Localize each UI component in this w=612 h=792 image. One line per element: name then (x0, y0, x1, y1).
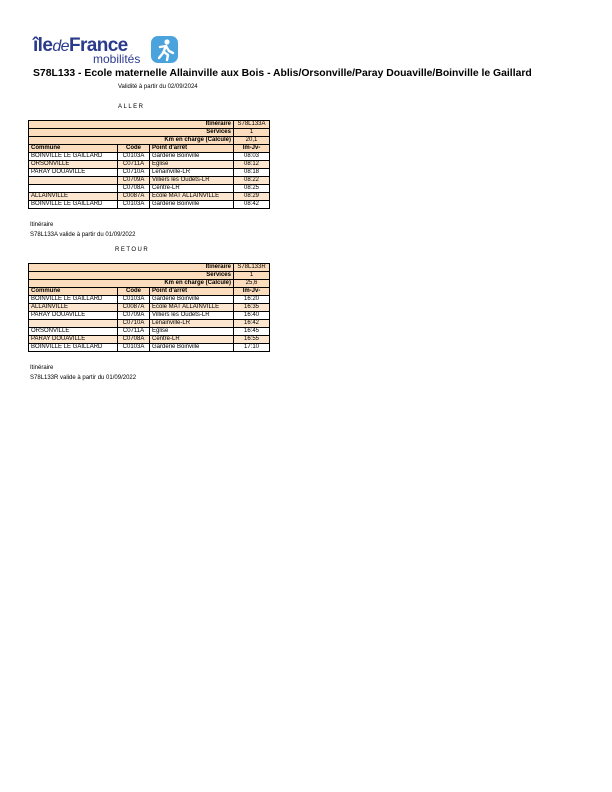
time-cell: 08:03 (234, 153, 270, 161)
stop-name-cell: Centre-LR (150, 336, 234, 344)
stop-code-cell: C0103A (118, 296, 150, 304)
column-header: Commune (29, 288, 118, 296)
idf-mobilites-logo (33, 36, 183, 68)
info-value: 25,6 (234, 280, 270, 288)
stop-code-cell: C0709A (118, 177, 150, 185)
time-cell: 08:18 (234, 169, 270, 177)
column-header-row (29, 145, 270, 153)
stop-name-cell: Ecole MAT ALLAINVILLE (150, 193, 234, 201)
time-cell: 16:45 (234, 328, 270, 336)
stop-name-cell: Eglise (150, 328, 234, 336)
commune-cell: ORSONVILLE (29, 161, 118, 169)
stop-code-cell: C0710A (118, 169, 150, 177)
commune-cell (29, 177, 118, 185)
time-cell: 17:10 (234, 344, 270, 352)
stop-name-cell: Ecole MAT ALLAINVILLE (150, 304, 234, 312)
table-row (29, 320, 270, 328)
stop-code-cell: C0708A (118, 185, 150, 193)
commune-cell (29, 320, 118, 328)
walking-person-icon (151, 36, 178, 63)
table-row (29, 344, 270, 352)
time-cell: 16:35 (234, 304, 270, 312)
stop-name-cell: Garderie Boinville (150, 296, 234, 304)
direction-label-retour: RETOUR (115, 247, 150, 253)
time-cell: 08:12 (234, 161, 270, 169)
info-label: Km en charge (Calculé) (29, 137, 234, 145)
table-row (29, 201, 270, 209)
itinerary-note-heading: Itinéraire (30, 365, 54, 371)
stop-name-cell: Villiers les Oudets-LR (150, 177, 234, 185)
info-label: Services (29, 129, 234, 137)
info-value: S78L133R (234, 264, 270, 272)
stop-name-cell: Eglise (150, 161, 234, 169)
stop-name-cell: Garderie Boinville (150, 153, 234, 161)
column-header: lm-Jv- (234, 145, 270, 153)
column-header: Point d'arrêt (150, 288, 234, 296)
stop-name-cell: Lenainville-LR (150, 320, 234, 328)
table-row (29, 193, 270, 201)
itinerary-note-text: S78L133R valide à partir du 01/09/2022 (30, 375, 137, 381)
column-header-row (29, 288, 270, 296)
time-cell: 08:29 (234, 193, 270, 201)
timetable-retour (28, 263, 270, 352)
timetable-aller (28, 120, 270, 209)
stop-code-cell: C0103A (118, 344, 150, 352)
time-cell: 16:20 (234, 296, 270, 304)
table-row (29, 312, 270, 320)
stop-name-cell: Garderie Boinville (150, 201, 234, 209)
info-label: Itinéraire (29, 121, 234, 129)
commune-cell: PARAY DOUAVILLE (29, 169, 118, 177)
logo-subtitle: mobilités (93, 52, 141, 66)
time-cell: 16:55 (234, 336, 270, 344)
stop-code-cell: C0103A (118, 201, 150, 209)
stop-code-cell: C0087A (118, 193, 150, 201)
table-row (29, 304, 270, 312)
info-label: Km en charge (Calculé) (29, 280, 234, 288)
table-row (29, 185, 270, 193)
info-row (29, 272, 270, 280)
page-title: S78L133 - Ecole maternelle Allainville aux Bois - Ablis/Orsonville/Paray Douaville/Boinville le Gaillard (33, 68, 532, 79)
time-cell: 08:25 (234, 185, 270, 193)
column-header: Code (118, 145, 150, 153)
stop-code-cell: C0708A (118, 336, 150, 344)
stop-code-cell: C0709A (118, 312, 150, 320)
table-row (29, 153, 270, 161)
commune-cell: PARAY DOUAVILLE (29, 312, 118, 320)
info-label: Itinéraire (29, 264, 234, 272)
info-row (29, 280, 270, 288)
commune-cell: PARAY DOUAVILLE (29, 336, 118, 344)
stop-name-cell: Lenainville-LR (150, 169, 234, 177)
stop-code-cell: C0087A (118, 304, 150, 312)
column-header: Code (118, 288, 150, 296)
table-row (29, 296, 270, 304)
stop-code-cell: C0103A (118, 153, 150, 161)
table-row (29, 328, 270, 336)
info-row (29, 121, 270, 129)
itinerary-note-text: S78L133A valide à partir du 01/09/2022 (30, 232, 136, 238)
time-cell: 08:42 (234, 201, 270, 209)
time-cell: 16:40 (234, 312, 270, 320)
info-value: 20,1 (234, 137, 270, 145)
column-header: Point d'arrêt (150, 145, 234, 153)
commune-cell: BOINVILLE LE GAILLARD (29, 153, 118, 161)
validity-date: Validité à partir du 02/09/2024 (118, 84, 198, 90)
commune-cell: ALLAINVILLE (29, 193, 118, 201)
info-label: Services (29, 272, 234, 280)
info-value: S78L133A (234, 121, 270, 129)
stop-name-cell: Centre-LR (150, 185, 234, 193)
commune-cell: ALLAINVILLE (29, 304, 118, 312)
direction-label-aller: ALLER (118, 104, 145, 110)
info-row (29, 129, 270, 137)
commune-cell: BOINVILLE LE GAILLARD (29, 344, 118, 352)
commune-cell: BOINVILLE LE GAILLARD (29, 296, 118, 304)
logo-wordmark: îledeFrance (33, 35, 128, 56)
itinerary-note-heading: Itinéraire (30, 222, 54, 228)
info-value: 1 (234, 129, 270, 137)
column-header: Commune (29, 145, 118, 153)
time-cell: 16:42 (234, 320, 270, 328)
column-header: lm-Jv- (234, 288, 270, 296)
time-cell: 08:22 (234, 177, 270, 185)
table-row (29, 336, 270, 344)
info-row (29, 264, 270, 272)
table-row (29, 169, 270, 177)
commune-cell: BOINVILLE LE GAILLARD (29, 201, 118, 209)
stop-code-cell: C0711A (118, 161, 150, 169)
stop-code-cell: C0711A (118, 328, 150, 336)
table-row (29, 177, 270, 185)
stop-name-cell: Villiers les Oudets-LR (150, 312, 234, 320)
info-row (29, 137, 270, 145)
commune-cell (29, 185, 118, 193)
commune-cell: ORSONVILLE (29, 328, 118, 336)
stop-code-cell: C0710A (118, 320, 150, 328)
table-row (29, 161, 270, 169)
info-value: 1 (234, 272, 270, 280)
stop-name-cell: Garderie Boinville (150, 344, 234, 352)
